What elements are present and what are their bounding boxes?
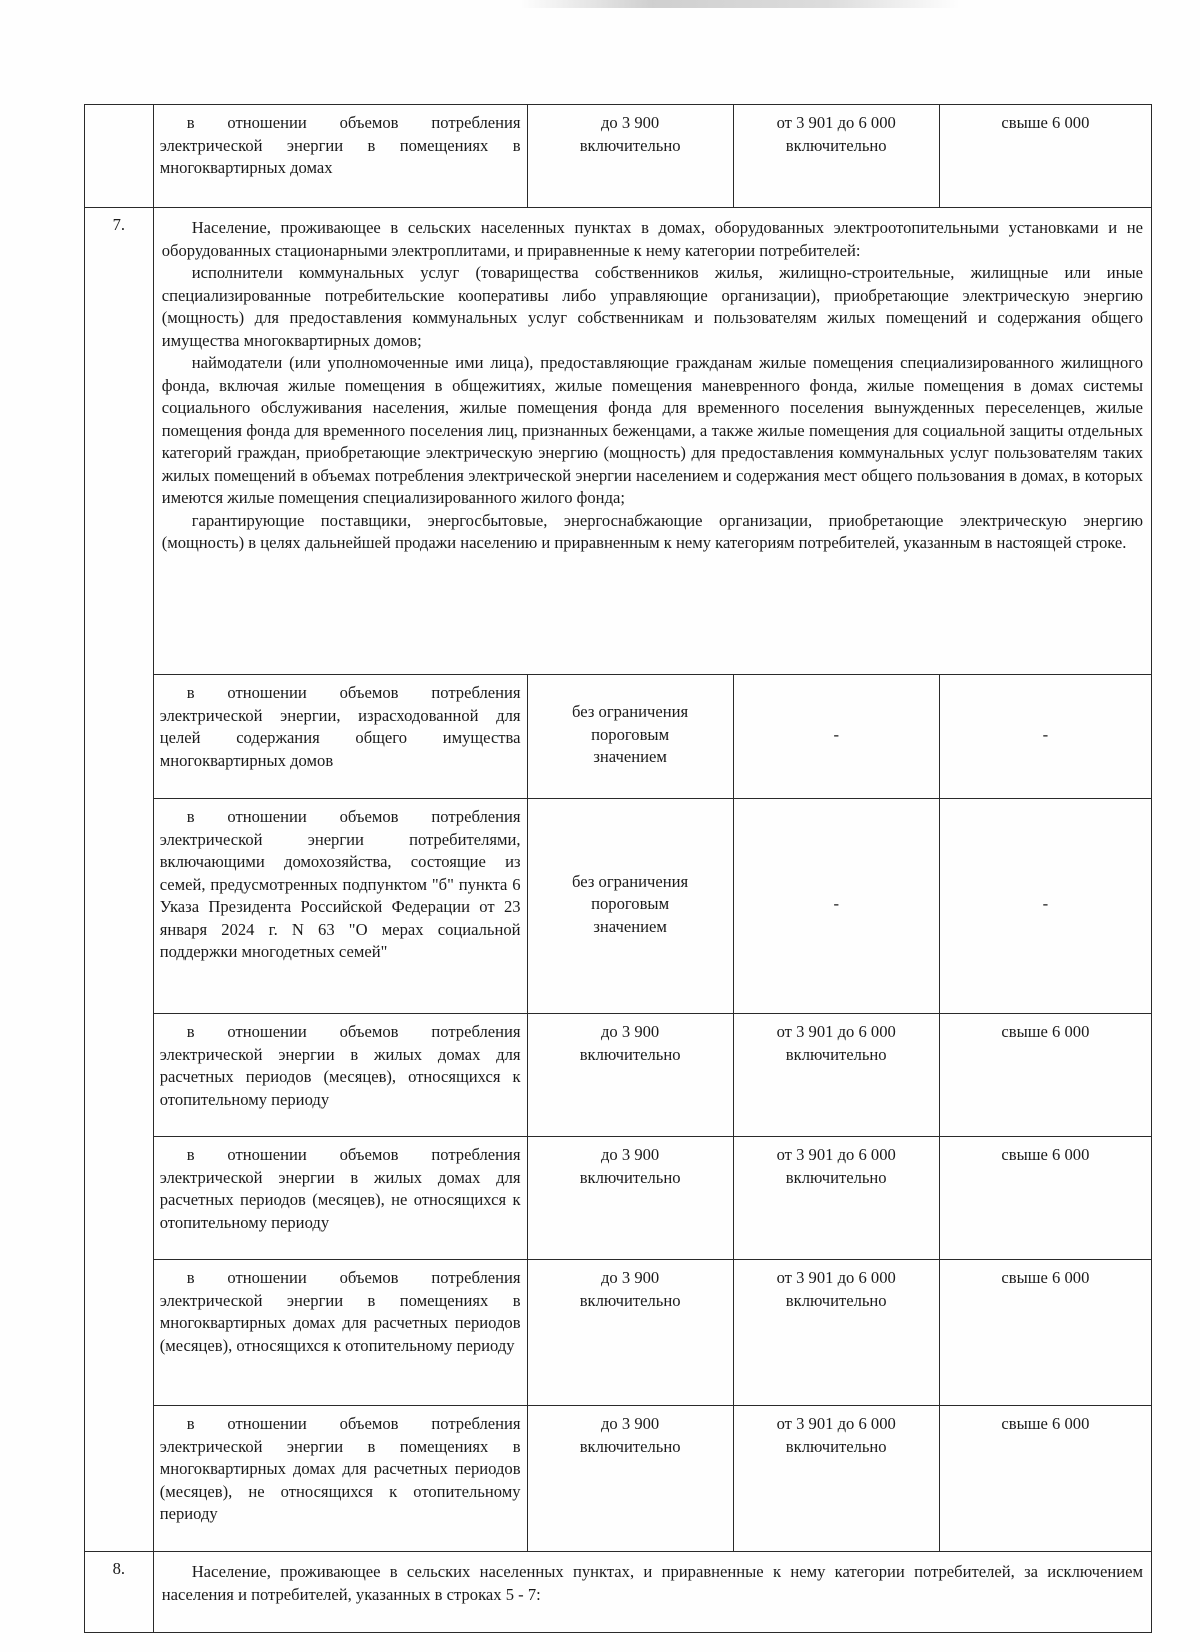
value-up-to-3900: до 3 900 включительно xyxy=(527,1260,733,1406)
table-row xyxy=(85,799,1152,1014)
row-8-header: Население, проживающее в сельских населенных пунктах, и приравненные к нему категории потребителей, за исключением населения и потребителей, указанных в строках 5 - 7: xyxy=(153,1552,1151,1633)
table-row xyxy=(85,675,1152,799)
row-number-8: 8. xyxy=(85,1552,154,1633)
description-cell: в отношении объемов потребления электрической энергии потребителями, включающими домохозяйства, состоящие из семей, предусмотренных подпунктом "б" пункта 6 Указа Президента Российской Федерации от 23 января 2024 г. N 63 "О мерах социальной поддержки многодетных семей" xyxy=(153,799,527,1014)
row-number-7: 7. xyxy=(85,208,154,1552)
value-3901-6000: от 3 901 до 6 000 включительно xyxy=(733,1014,939,1137)
value-3901-6000: от 3 901 до 6 000 включительно xyxy=(733,1137,939,1260)
description-cell: в отношении объемов потребления электрической энергии в жилых домах для расчетных периодов (месяцев), не относящихся к отопительному периоду xyxy=(153,1137,527,1260)
description-cell: в отношении объемов потребления электрической энергии, израсходованной для целей содержания общего имущества многоквартирных домов xyxy=(153,675,527,799)
scan-smudge xyxy=(520,0,960,8)
value-3901-6000: от 3 901 до 6 000 включительно xyxy=(733,105,939,208)
table-row xyxy=(85,1406,1152,1552)
table-row xyxy=(85,208,1152,675)
row-7-header: Население, проживающее в сельских населенных пунктах в домах, оборудованных электроотопительными установками и не оборудованных стационарными электроплитами, и приравненные к нему категории потребителей: исполнители коммунальных услуг (товарищества собственников жилья, жилищно-строительные, жилищные или иные специализированные потребительские кооперативы либо управляющие организации), приобретающие электрическую энергию (мощность) для предоставления коммунальных услуг собственникам и пользователям жилых помещений и содержания общего имущества многоквартирных домов; наймодатели (или уполномоченные ими лица), предоставляющие гражданам жилые помещения специализированного жилищного фонда, включая жилые помещения в общежитиях, жилые помещения маневренного фонда, жилые помещения в домах системы социального обслуживания населения, жилые помещения фонда для временного поселения вынужденных переселенцев, жилые помещения фонда для временного поселения лиц, признанных беженцами, а также жилые помещения для социальной защиты отдельных категорий граждан, приобретающие электрическую энергию (мощность) для предоставления коммунальных услуг пользователям таких жилых помещений в объемах потребления электрической энергии населением и содержания мест общего пользования в домах, в которых имеются жилые помещения специализированного жилого фонда; гарантирующие поставщики, энергосбытовые, энергоснабжающие организации, приобретающие электрическую энергию (мощность) в целях дальнейшей продажи населению и приравненным к нему категориям потребителей, указанным в настоящей строке. xyxy=(153,208,1151,675)
table-row xyxy=(85,1014,1152,1137)
value-up-to-3900: до 3 900 включительно xyxy=(527,105,733,208)
table-row xyxy=(85,1260,1152,1406)
table-row xyxy=(85,105,1152,208)
value-dash: - xyxy=(733,675,939,799)
description-cell: в отношении объемов потребления электрической энергии в жилых домах для расчетных периодов (месяцев), относящихся к отопительному периоду xyxy=(153,1014,527,1137)
description-cell: в отношении объемов потребления электрической энергии в помещениях в многоквартирных домах xyxy=(153,105,527,208)
description-cell: в отношении объемов потребления электрической энергии в помещениях в многоквартирных домах для расчетных периодов (месяцев), не относящихся к отопительному периоду xyxy=(153,1406,527,1552)
value-3901-6000: от 3 901 до 6 000 включительно xyxy=(733,1406,939,1552)
value-dash: - xyxy=(939,799,1151,1014)
value-over-6000: свыше 6 000 xyxy=(939,1406,1151,1552)
value-over-6000: свыше 6 000 xyxy=(939,105,1151,208)
value-over-6000: свыше 6 000 xyxy=(939,1137,1151,1260)
table-row xyxy=(85,1552,1152,1633)
table-row xyxy=(85,1137,1152,1260)
value-up-to-3900: до 3 900 включительно xyxy=(527,1014,733,1137)
value-no-limit: без ограничения пороговым значением xyxy=(527,675,733,799)
value-dash: - xyxy=(733,799,939,1014)
description-cell: в отношении объемов потребления электрической энергии в помещениях в многоквартирных домах для расчетных периодов (месяцев), относящихся к отопительному периоду xyxy=(153,1260,527,1406)
value-over-6000: свыше 6 000 xyxy=(939,1014,1151,1137)
value-3901-6000: от 3 901 до 6 000 включительно xyxy=(733,1260,939,1406)
row-number-cell xyxy=(85,105,154,208)
tariff-table xyxy=(84,104,1152,1633)
value-no-limit: без ограничения пороговым значением xyxy=(527,799,733,1014)
value-up-to-3900: до 3 900 включительно xyxy=(527,1137,733,1260)
value-over-6000: свыше 6 000 xyxy=(939,1260,1151,1406)
value-up-to-3900: до 3 900 включительно xyxy=(527,1406,733,1552)
value-dash: - xyxy=(939,675,1151,799)
